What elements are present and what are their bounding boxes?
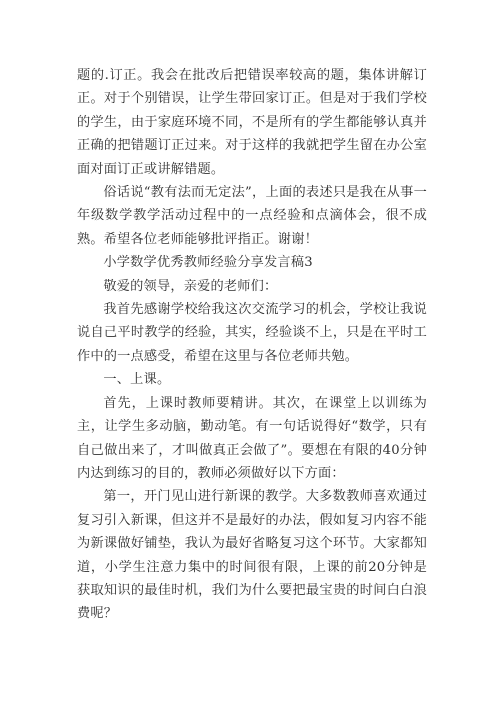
salutation: 敬爱的领导，亲爱的老师们： xyxy=(103,278,278,294)
heading-class: 一、上课。 xyxy=(103,372,171,388)
paragraph-continued-correction: 题的.订正。我会在批改后把错误率较高的题，集体讲解订正。对于个别错误，让学生带回家订正。但是对于我们学校的学生，由于家庭环境不同，不是所有的学生都能够认真并正确的把错题订正过来。对于这样的我就把学生留在办公室面对面订正或讲解错题。 xyxy=(77,68,427,177)
paragraph-teaching: 首先，上课时教师要精讲。其次，在课堂上以训练为主，让学生多动脑，勤动笔。有一句话说得好“数学，只有自己做出来了，才叫做真正会做了”。要想在有限的40分钟内达到练习的目的，教师必须做好以下方面： xyxy=(77,395,427,481)
section-title: 小学数学优秀教师经验分享发言稿3 xyxy=(103,255,313,271)
paragraph-first-point: 第一，开门见山进行新课的教学。大多数教师喜欢通过复习引入新课，但这并不是最好的办法，假如复习内容不能为新课做好铺垫，我认为最好省略复习这个环节。大家都知道，小学生注意力集中的时间很有限，上课的前20分钟是获取知识的最佳时机，我们为什么要把最宝贵的时间白白浪费呢？ xyxy=(77,489,427,622)
paragraph-closing-remarks: 俗话说“教有法而无定法”，上面的表述只是我在从事一年级数学教学活动过程中的一点经验和点滴体会，很不成熟。希望各位老师能够批评指正。谢谢！ xyxy=(77,185,427,247)
paragraph-opening: 我首先感谢学校给我这次交流学习的机会，学校让我说说自己平时教学的经验，其实，经验谈不上，只是在平时工作中的一点感受，希望在这里与各位老师共勉。 xyxy=(77,302,427,364)
document-body xyxy=(77,64,427,626)
